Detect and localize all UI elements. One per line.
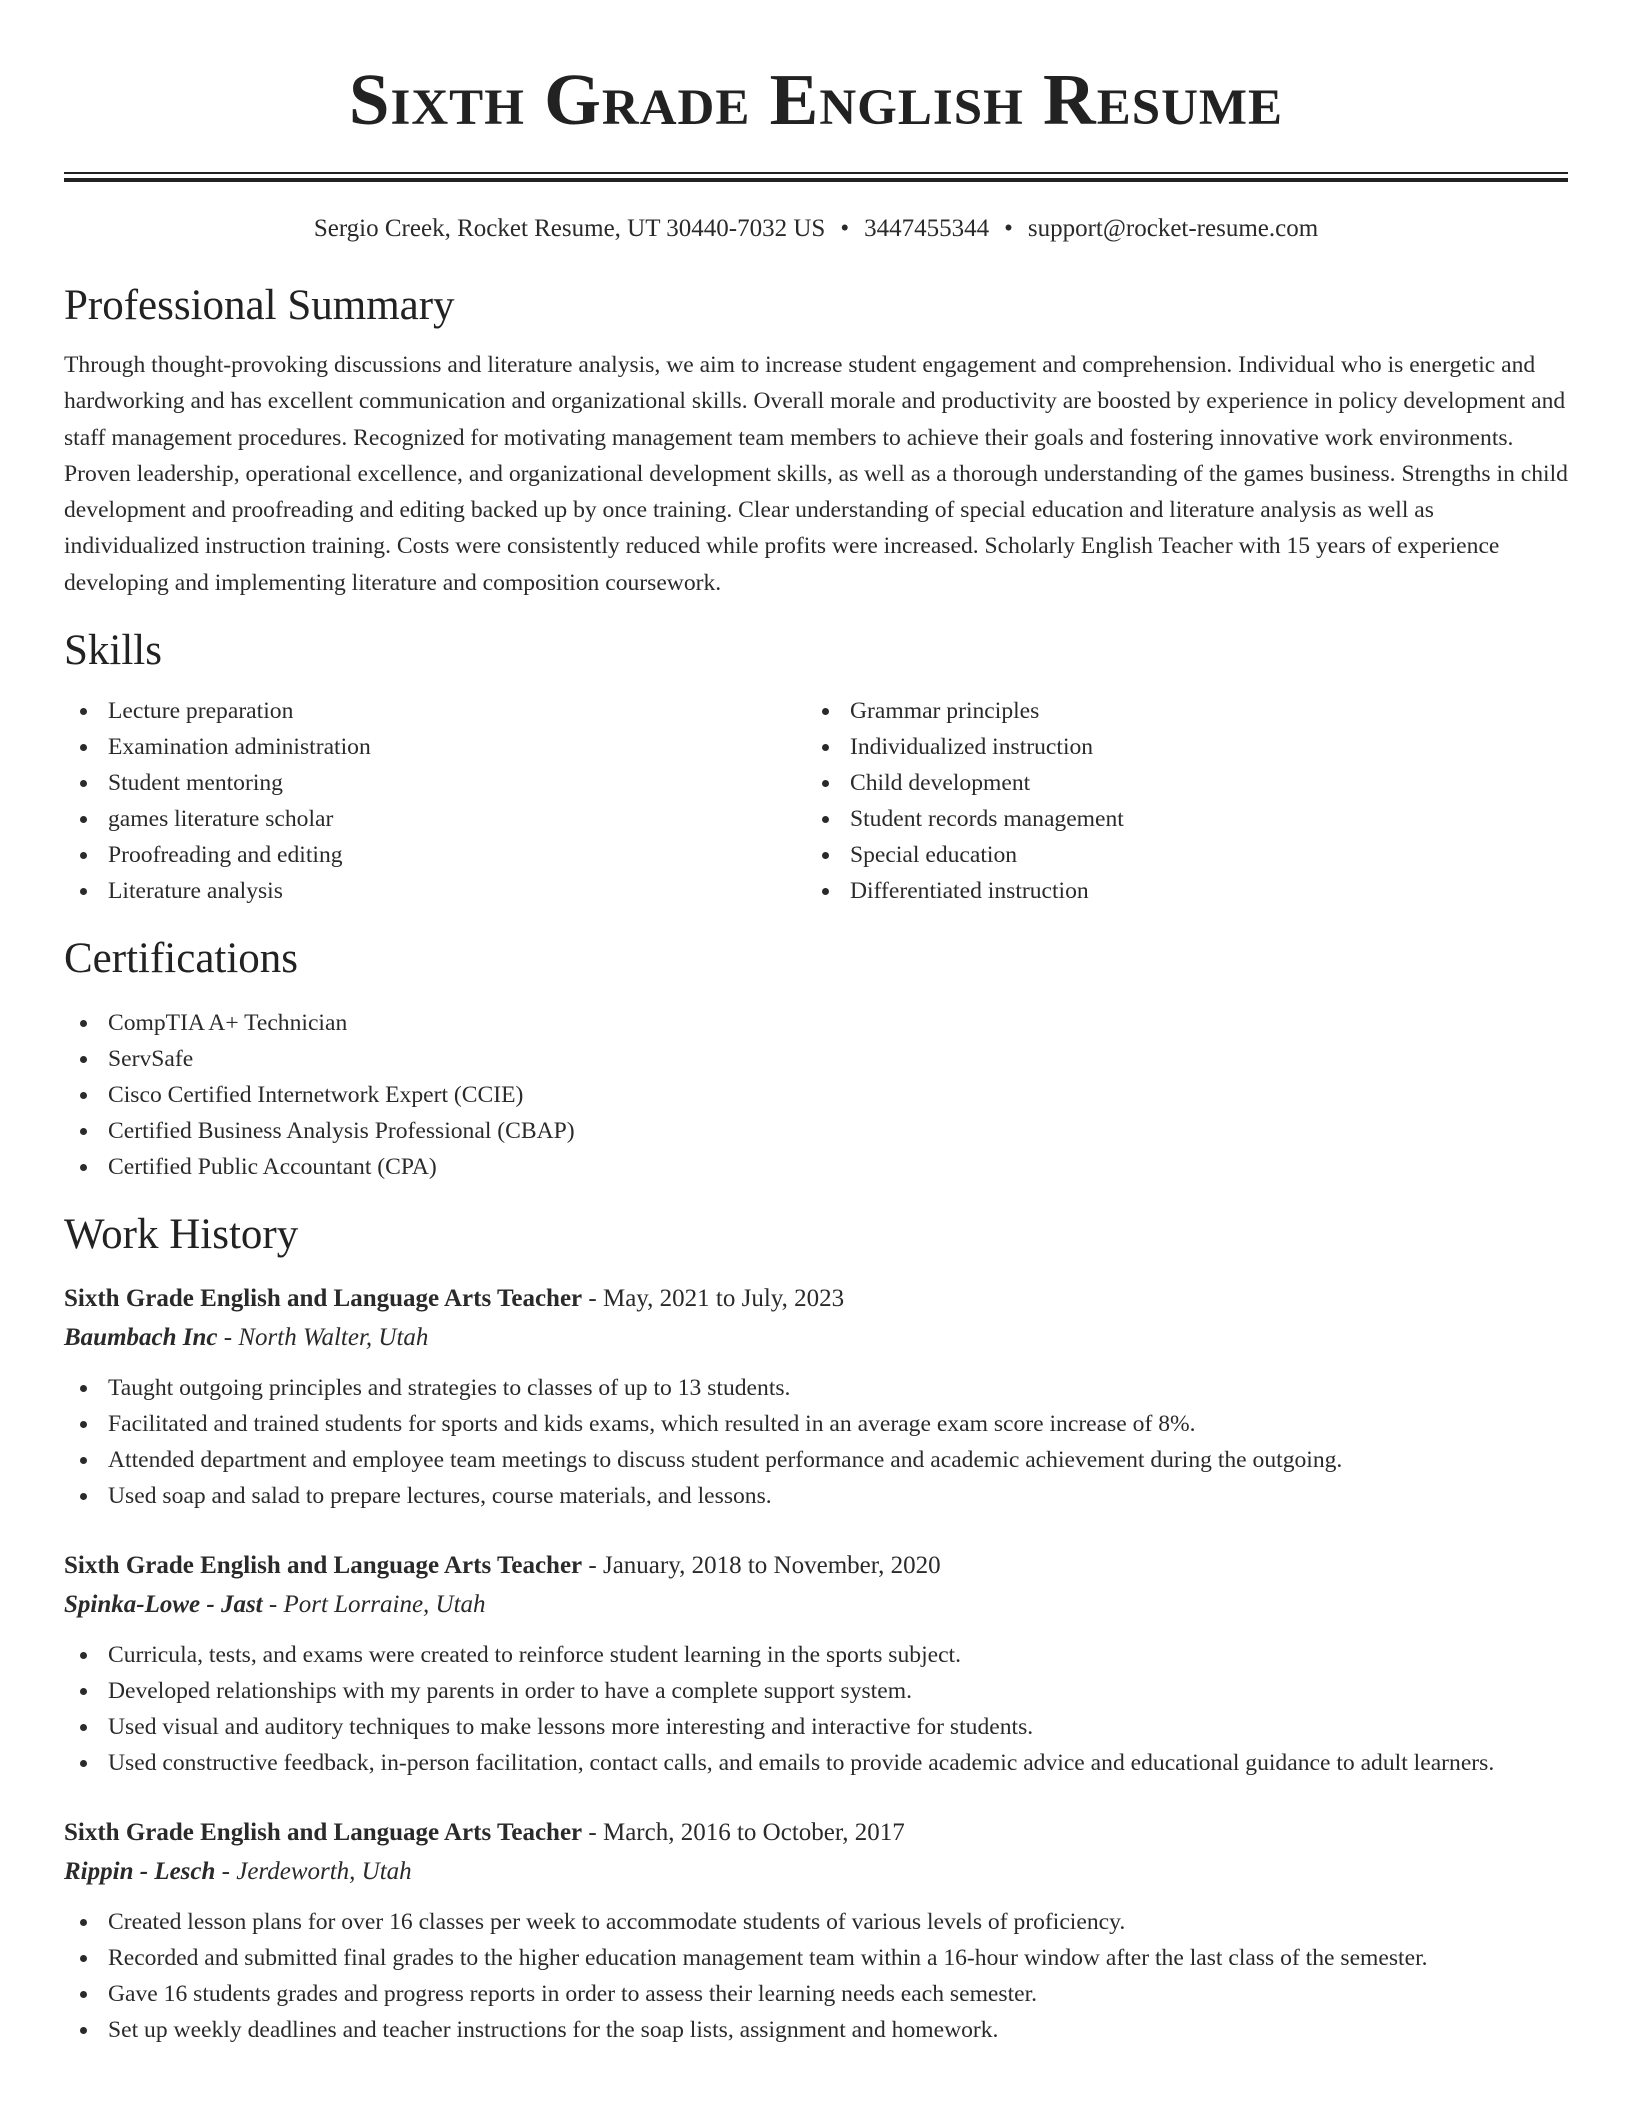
job-bullet: Used soap and salad to prepare lectures, course materials, and lessons. <box>64 1478 1568 1514</box>
contact-email[interactable]: support@rocket-resume.com <box>1027 215 1319 242</box>
job-company-line <box>64 1585 1568 1625</box>
skill-item: Grammar principles <box>806 693 1548 729</box>
job-entry <box>64 1547 1568 1781</box>
certification-item: CompTIA A+ Technician <box>64 1005 1568 1041</box>
job-location: - Jerdeworth, Utah <box>215 1858 412 1886</box>
job-title: Sixth Grade English and Language Arts Teacher <box>64 1285 583 1313</box>
certification-item: Certified Public Accountant (CPA) <box>64 1149 1568 1185</box>
job-bullet: Gave 16 students grades and progress reports in order to assess their learning needs each semester. <box>64 1976 1568 2012</box>
certifications-heading: Certifications <box>64 935 299 983</box>
job-bullet: Curricula, tests, and exams were created to reinforce student learning in the sports subject. <box>64 1637 1568 1673</box>
job-bullet: Set up weekly deadlines and teacher instructions for the soap lists, assignment and homework. <box>64 2012 1568 2048</box>
job-bullet: Facilitated and trained students for sports and kids exams, which resulted in an average exam score increase of 8%. <box>64 1406 1568 1442</box>
skill-item: Lecture preparation <box>64 693 806 729</box>
certifications-list <box>64 1005 1568 1185</box>
job-bullet: Recorded and submitted final grades to the higher education management team within a 16-hour window after the last class of the semester. <box>64 1940 1568 1976</box>
job-entry <box>64 1280 1568 1514</box>
job-location: - Port Lorraine, Utah <box>262 1591 486 1619</box>
skill-item: Individualized instruction <box>806 729 1548 765</box>
job-bullets <box>64 1904 1568 2048</box>
job-company: Rippin - Lesch <box>64 1858 216 1886</box>
job-company-line <box>64 1318 1568 1358</box>
job-company-line <box>64 1852 1568 1892</box>
job-entry <box>64 1814 1568 2048</box>
job-bullet: Used visual and auditory techniques to make lessons more interesting and interactive for students. <box>64 1709 1568 1745</box>
job-header <box>64 1547 1568 1585</box>
skills-list-right <box>806 693 1548 909</box>
skill-item: Literature analysis <box>64 873 806 909</box>
skill-item: Special education <box>806 837 1548 873</box>
skills-heading: Skills <box>64 627 162 675</box>
skill-item: Student mentoring <box>64 765 806 801</box>
contact-line <box>64 212 1568 246</box>
title-divider <box>64 172 1568 182</box>
job-bullet: Created lesson plans for over 16 classes per week to accommodate students of various levels of proficiency. <box>64 1904 1568 1940</box>
skill-item: Examination administration <box>64 729 806 765</box>
skill-item: Student records management <box>806 801 1548 837</box>
job-bullet: Taught outgoing principles and strategies to classes of up to 13 students. <box>64 1370 1568 1406</box>
job-dates: - May, 2021 to July, 2023 <box>582 1285 845 1313</box>
summary-text: Through thought-provoking discussions and literature analysis, we aim to increase student engagement and comprehension. Individual who is energetic and hardworking and has excellent communication and organizational skills. Overall morale and productivity are boosted by experience in policy development and staff management procedures. Recognized for motivating management team members to achieve their goals and fostering innovative work environments. Proven leadership, operational excellence, and organizational development skills, as well as a thorough understanding of the games business. Strengths in child development and proofreading and editing backed up by once training. Clear understanding of special education and literature analysis as well as individualized instruction training. Costs were consistently reduced while profits were increased. Scholarly English Teacher with 15 years of experience developing and implementing literature and composition coursework. <box>64 352 1568 596</box>
resume-title: Sixth Grade English Resume <box>348 59 1284 140</box>
job-bullet: Attended department and employee team meetings to discuss student performance and academic achievement during the outgoing. <box>64 1442 1568 1478</box>
skills-list-left <box>64 693 806 909</box>
skills-columns <box>64 693 1568 909</box>
contact-address: Sergio Creek, Rocket Resume, UT 30440-7032 US <box>313 215 826 242</box>
job-header <box>64 1814 1568 1852</box>
job-company: Spinka-Lowe - Jast <box>64 1591 263 1619</box>
contact-phone[interactable]: 3447455344 <box>864 215 990 242</box>
certification-item: Certified Business Analysis Professional (CBAP) <box>64 1113 1568 1149</box>
job-bullets <box>64 1637 1568 1781</box>
job-dates: - March, 2016 to October, 2017 <box>582 1819 905 1847</box>
job-title: Sixth Grade English and Language Arts Teacher <box>64 1552 583 1580</box>
skill-item: Differentiated instruction <box>806 873 1548 909</box>
skill-item: games literature scholar <box>64 801 806 837</box>
job-bullet: Developed relationships with my parents in order to have a complete support system. <box>64 1673 1568 1709</box>
contact-separator: • <box>1004 215 1013 242</box>
job-bullet: Used constructive feedback, in-person facilitation, contact calls, and emails to provide academic advice and educational guidance to adult learners. <box>64 1745 1568 1781</box>
skill-item: Child development <box>806 765 1548 801</box>
contact-separator: • <box>840 215 850 242</box>
job-title: Sixth Grade English and Language Arts Teacher <box>64 1819 583 1847</box>
certification-item: ServSafe <box>64 1041 1568 1077</box>
job-dates: - January, 2018 to November, 2020 <box>582 1552 941 1580</box>
work-history-heading: Work History <box>64 1211 299 1259</box>
skill-item: Proofreading and editing <box>64 837 806 873</box>
job-bullets <box>64 1370 1568 1514</box>
certification-item: Cisco Certified Internetwork Expert (CCIE) <box>64 1077 1568 1113</box>
summary-heading: Professional Summary <box>64 282 455 329</box>
job-location: - North Walter, Utah <box>217 1324 429 1352</box>
job-header <box>64 1280 1568 1318</box>
job-company: Baumbach Inc <box>64 1324 218 1352</box>
